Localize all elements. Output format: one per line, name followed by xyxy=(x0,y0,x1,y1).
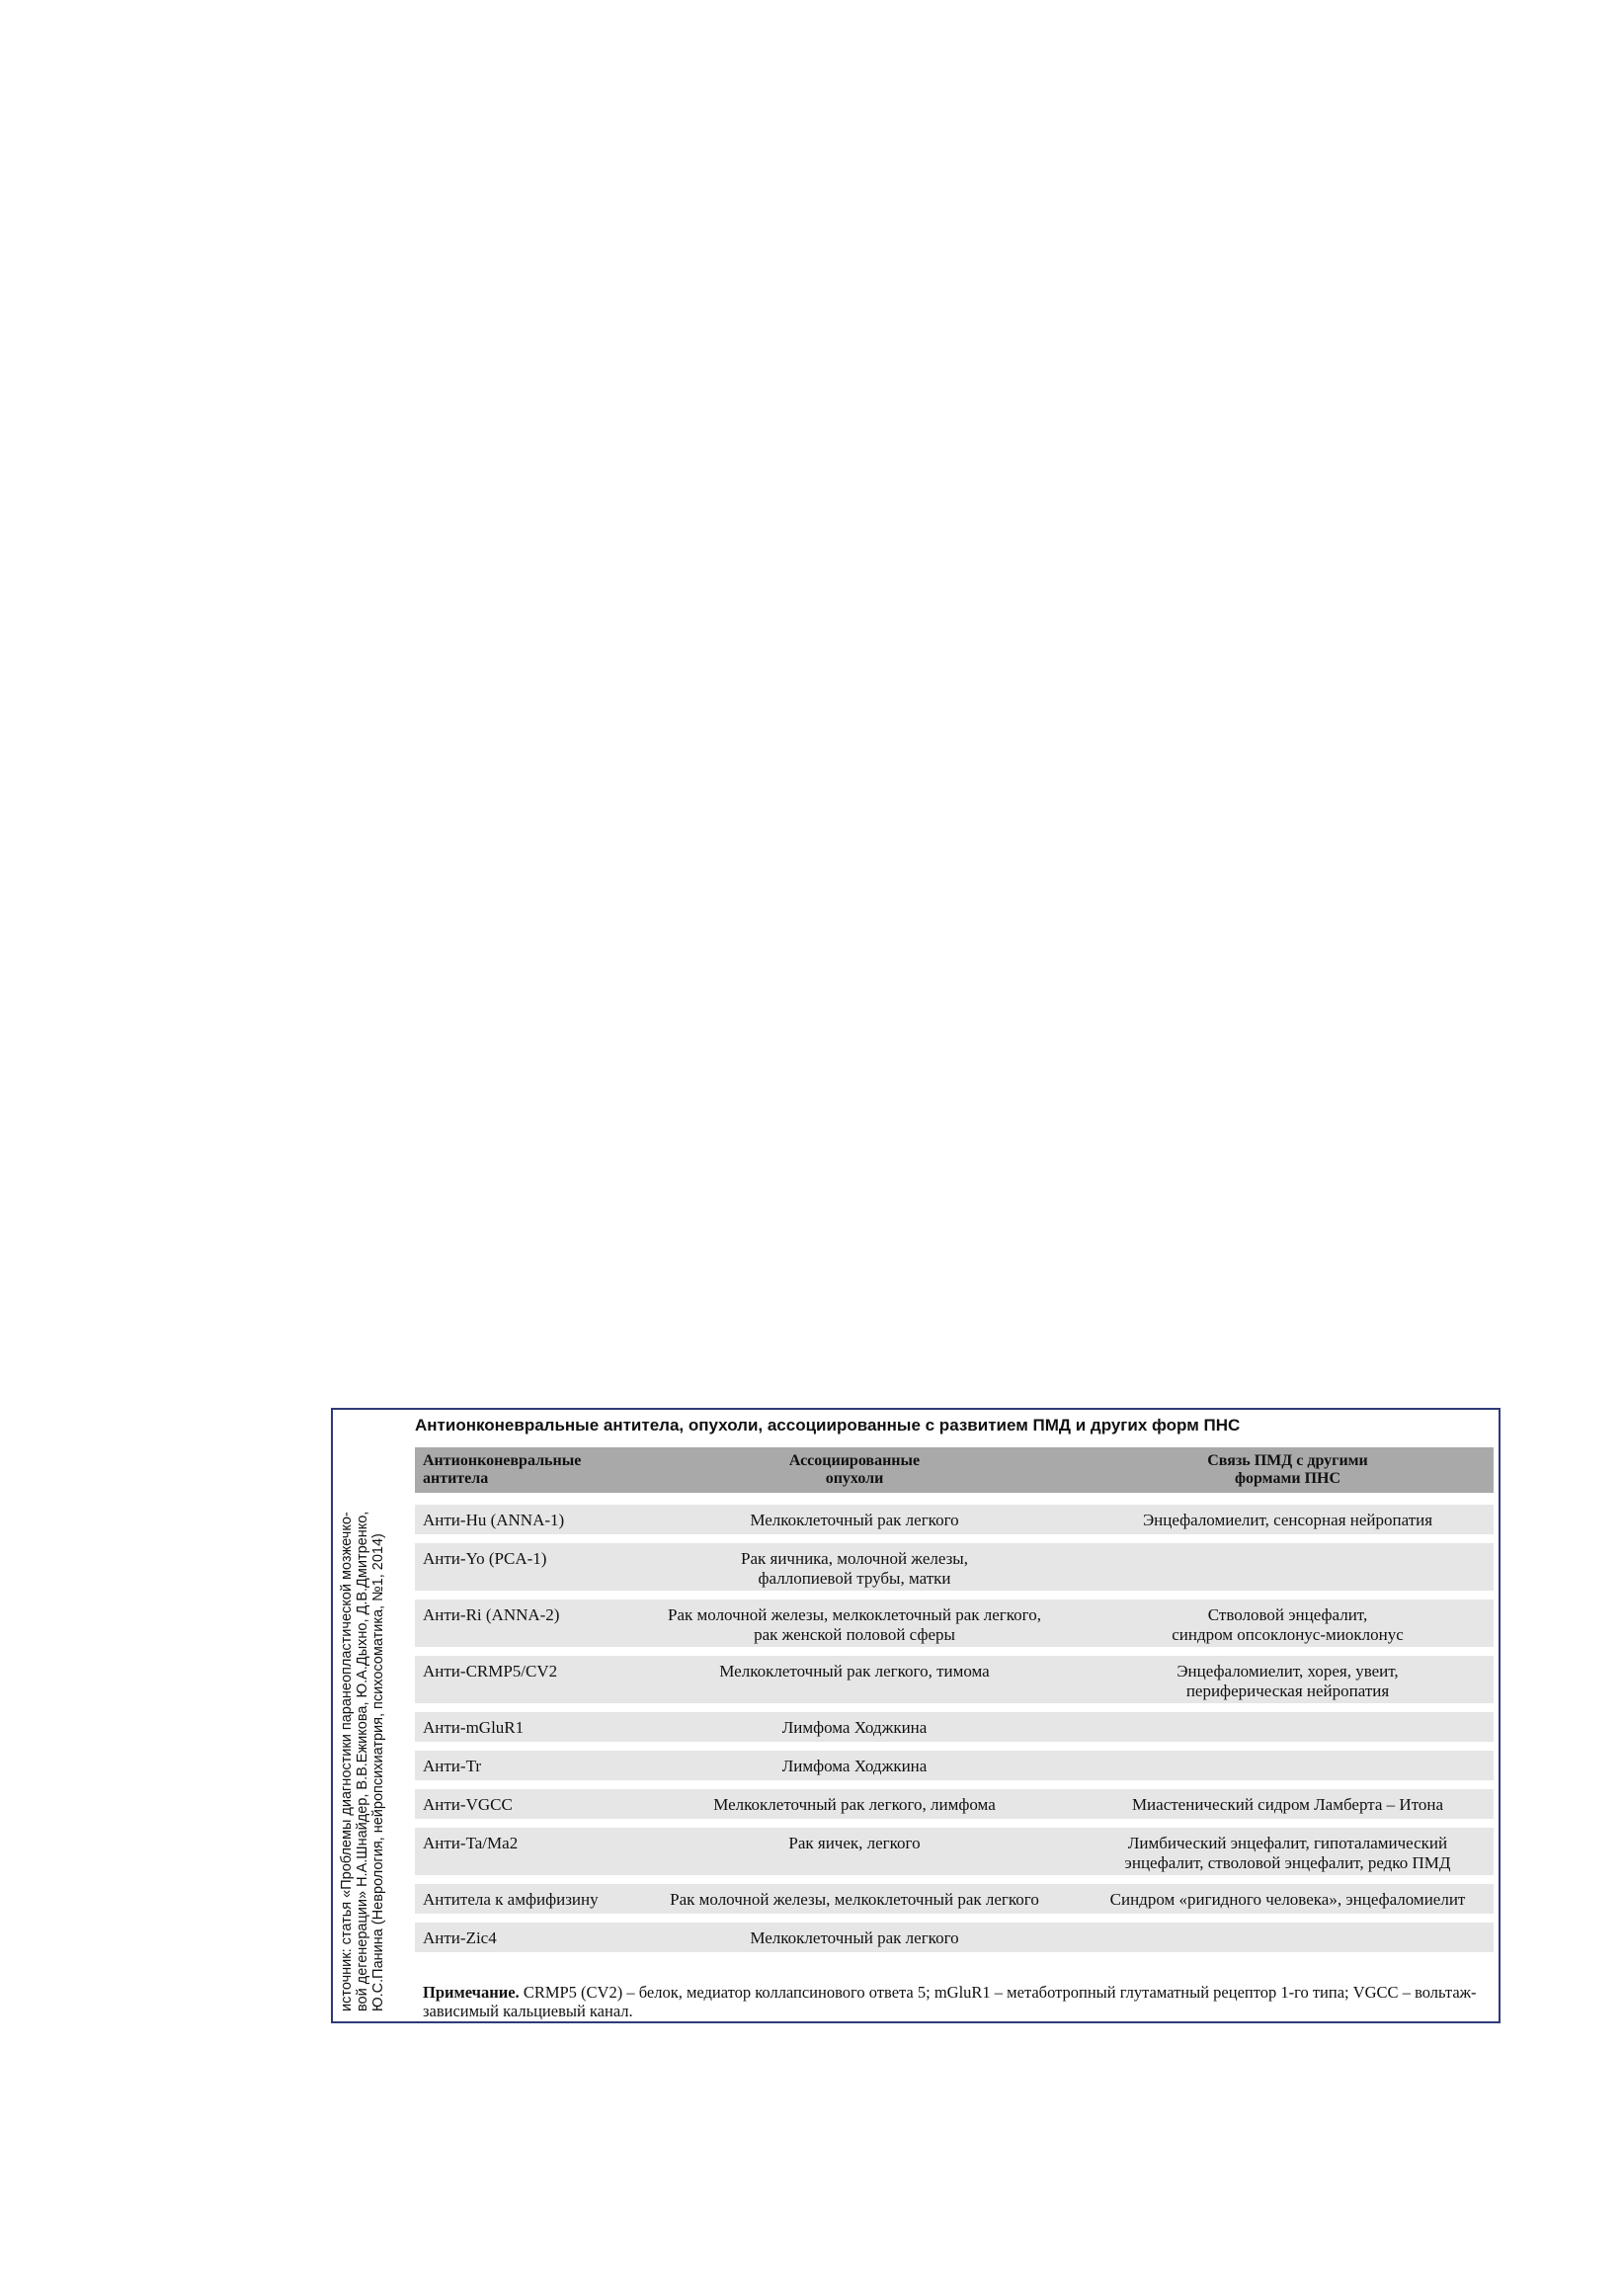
tumor-cell: Рак яичек, легкого xyxy=(788,1834,921,1852)
tumor-cell: Мелкоклеточный рак легкого xyxy=(750,1511,959,1529)
antibody-cell: Анти-Ta/Ma2 xyxy=(423,1834,519,1852)
tumor-cell: Рак молочной железы, мелкоклеточный рак легкого xyxy=(670,1890,1039,1909)
antibody-cell: Анти-Zic4 xyxy=(423,1928,497,1947)
antibodies-table xyxy=(415,1447,1494,1961)
syndrome-cell: Миастенический сидром Ламберта – Итона xyxy=(1131,1795,1444,1814)
syndrome-cell xyxy=(1082,1751,1494,1780)
tumor-cell: Рак яичника, молочной железы, фаллопиевой трубы, матки xyxy=(741,1549,968,1588)
tumor-cell: Лимфома Ходжкина xyxy=(781,1718,928,1737)
table-row xyxy=(415,1751,1494,1780)
antibody-cell: Анти-VGCC xyxy=(423,1795,513,1814)
tumor-cell: Мелкоклеточный рак легкого, тимома xyxy=(719,1662,990,1681)
syndrome-cell: Стволовой энцефалит, синдром опсоклонус-миоклонус xyxy=(1172,1605,1404,1644)
tumor-cell: Мелкоклеточный рак легкого, лимфома xyxy=(713,1795,996,1814)
table-row xyxy=(415,1884,1494,1914)
table-row xyxy=(415,1712,1494,1742)
header-antibodies: Антионконевральные антитела xyxy=(423,1452,582,1487)
antibody-cell: Анти-Yo (PCA-1) xyxy=(423,1549,547,1568)
table-row xyxy=(415,1543,1494,1591)
source-caption-line: Ю.С.Панина (Неврология, нейропсихиатрия, психосоматика, №1, 2014) xyxy=(370,1533,386,2011)
note-text: CRMP5 (CV2) – белок, медиатор коллапсинового ответа 5; mGluR1 – метаботропный глутаматный рецептор 1-го типа; VGCC – вольтаж-зависимый кальциевый канал. xyxy=(423,1983,1477,2020)
antibody-cell: Антитела к амфифизину xyxy=(423,1890,599,1909)
table-row xyxy=(415,1599,1494,1647)
antibody-cell: Анти-Ri (ANNA-2) xyxy=(423,1605,560,1624)
tumor-cell: Мелкоклеточный рак легкого xyxy=(750,1928,959,1947)
table-row xyxy=(415,1505,1494,1534)
header-syndromes: Связь ПМД с другими формами ПНС xyxy=(1207,1452,1368,1487)
antibody-cell: Анти-Hu (ANNA-1) xyxy=(423,1511,565,1529)
table-figure xyxy=(331,1408,1501,2023)
note-label: Примечание. xyxy=(423,1983,524,2002)
table-row xyxy=(415,1828,1494,1875)
table-note xyxy=(423,1983,1500,2020)
syndrome-cell xyxy=(1082,1712,1494,1742)
syndrome-cell: Синдром «ригидного человека», энцефаломиелит xyxy=(1109,1890,1466,1909)
table-row xyxy=(415,1923,1494,1952)
table-title: Антионконевральные антитела, опухоли, ассоциированные с развитием ПМД и других форм ПНС xyxy=(415,1416,1241,1435)
source-caption-line: вой дегенерации» Н.А.Шнайдер, В.В.Ежикова, Ю.А.Дыхно, Д.В.Дмитренко, xyxy=(355,1511,370,2011)
source-caption xyxy=(333,1410,392,2021)
syndrome-cell xyxy=(1082,1543,1494,1591)
table-header-row xyxy=(415,1447,1494,1493)
tumor-cell: Рак молочной железы, мелкоклеточный рак легкого, рак женской половой сферы xyxy=(668,1605,1041,1644)
syndrome-cell: Энцефаломиелит, хорея, увеит, периферическая нейропатия xyxy=(1177,1662,1399,1700)
source-caption-line: источник: статья «Проблемы диагностики паранеопластической мозжечко- xyxy=(339,1512,355,2011)
antibody-cell: Анти-CRMP5/CV2 xyxy=(423,1662,558,1681)
tumor-cell: Лимфома Ходжкина xyxy=(781,1757,928,1775)
antibody-cell: Анти-Tr xyxy=(423,1757,482,1775)
table-row xyxy=(415,1656,1494,1703)
header-tumors: Ассоциированные опухоли xyxy=(788,1452,921,1487)
syndrome-cell: Лимбический энцефалит, гипоталамический энцефалит, стволовой энцефалит, редко ПМД xyxy=(1124,1834,1451,1872)
syndrome-cell xyxy=(1082,1923,1494,1952)
antibody-cell: Анти-mGluR1 xyxy=(423,1718,525,1737)
syndrome-cell: Энцефаломиелит, сенсорная нейропатия xyxy=(1142,1511,1433,1529)
table-row xyxy=(415,1789,1494,1819)
